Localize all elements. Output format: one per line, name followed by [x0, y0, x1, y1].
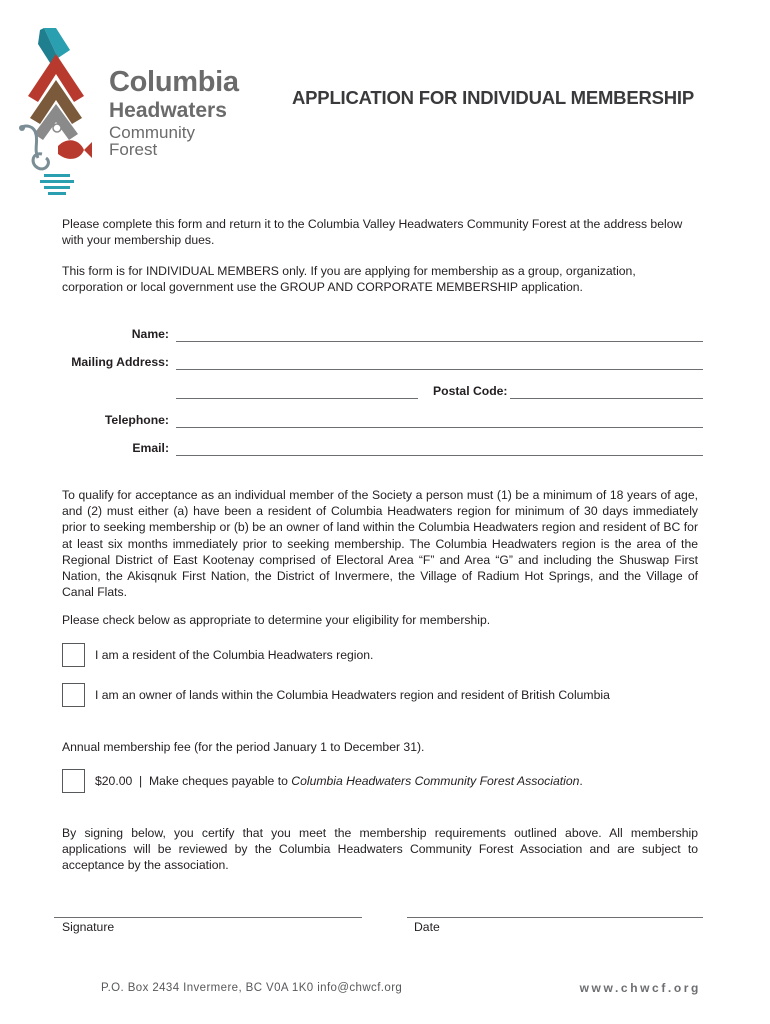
landowner-checkbox[interactable] [62, 683, 85, 707]
telephone-label: Telephone: [104, 413, 169, 427]
fee-checkbox[interactable] [62, 769, 85, 793]
certification-paragraph: By signing below, you certify that you meet the membership requirements outlined above. All membership applications will be reviewed by the Columbia Headwaters Community Forest Association and are subject to acceptance by the association. [62, 826, 698, 873]
postal-code-field[interactable] [510, 398, 703, 399]
intro-paragraph-2: This form is for INDIVIDUAL MEMBERS only. If you are applying for membership as a group, organization, corporation or local government use the GROUP AND CORPORATE MEMBERSHIP application. [62, 264, 636, 295]
fee-amount-text: $20.00 | Make cheques payable to [95, 774, 292, 788]
fee-option-label [95, 774, 583, 788]
page-title: APPLICATION FOR INDIVIDUAL MEMBERSHIP [292, 87, 695, 108]
logo-line-3: Community Forest [109, 123, 195, 159]
fee-period: . [579, 774, 583, 788]
footer-address: P.O. Box 2434 Invermere, BC V0A 1K0 info@chwcf.org [101, 982, 403, 994]
email-label: Email: [132, 441, 169, 455]
name-label: Name: [131, 327, 169, 341]
logo [14, 24, 239, 196]
logo-wordmark [109, 68, 239, 158]
eligibility-prompt: Please check below as appropriate to determine your eligibility for membership. [62, 613, 491, 627]
email-field[interactable] [176, 455, 703, 456]
signature-label: Signature [62, 920, 115, 934]
logo-emblem-icon [14, 24, 104, 196]
resident-option-label: I am a resident of the Columbia Headwaters region. [95, 648, 374, 662]
name-field[interactable] [176, 341, 703, 342]
logo-line-1: Columbia [109, 66, 239, 98]
postal-code-label: Postal Code: [433, 384, 508, 398]
date-field[interactable] [407, 917, 703, 918]
intro-paragraph-1: Please complete this form and return it to the Columbia Valley Headwaters Community Forest at the address below with your membership dues. [62, 217, 683, 248]
telephone-field[interactable] [176, 427, 703, 428]
fee-heading: Annual membership fee (for the period January 1 to December 31). [62, 740, 425, 754]
resident-checkbox[interactable] [62, 643, 85, 667]
date-label: Date [414, 920, 440, 934]
footer-website[interactable]: www.chwcf.org [579, 981, 701, 995]
mailing-address-field[interactable] [176, 369, 703, 370]
mailing-address-line-2-field[interactable] [176, 398, 418, 399]
mailing-address-label: Mailing Address: [71, 355, 169, 369]
signature-field[interactable] [54, 917, 362, 918]
fee-payee: Columbia Headwaters Community Forest Association [291, 774, 580, 788]
qualification-paragraph: To qualify for acceptance as an individual member of the Society a person must (1) be a minimum of 18 years of age, and (2) must either (a) have been a resident of Columbia Headwaters region for minimum of 30 days immediately prior to seeking membership or (b) be an owner of land within the Columbia Headwaters region and resident of BC for at least six months immediately prior to seeking membership. The Columbia Headwaters region is the area of the Regional District of East Kootenay comprised of Electoral Area “F” and Area “G” and including the Shuswap First Nation, the Akisqnuk First Nation, the District of Invermere, the Village of Radium Hot Springs, and the Village of Canal Flats. [62, 488, 698, 600]
logo-line-2: Headwaters [109, 99, 227, 122]
landowner-option-label: I am an owner of lands within the Columbia Headwaters region and resident of British Columbia [95, 688, 610, 702]
